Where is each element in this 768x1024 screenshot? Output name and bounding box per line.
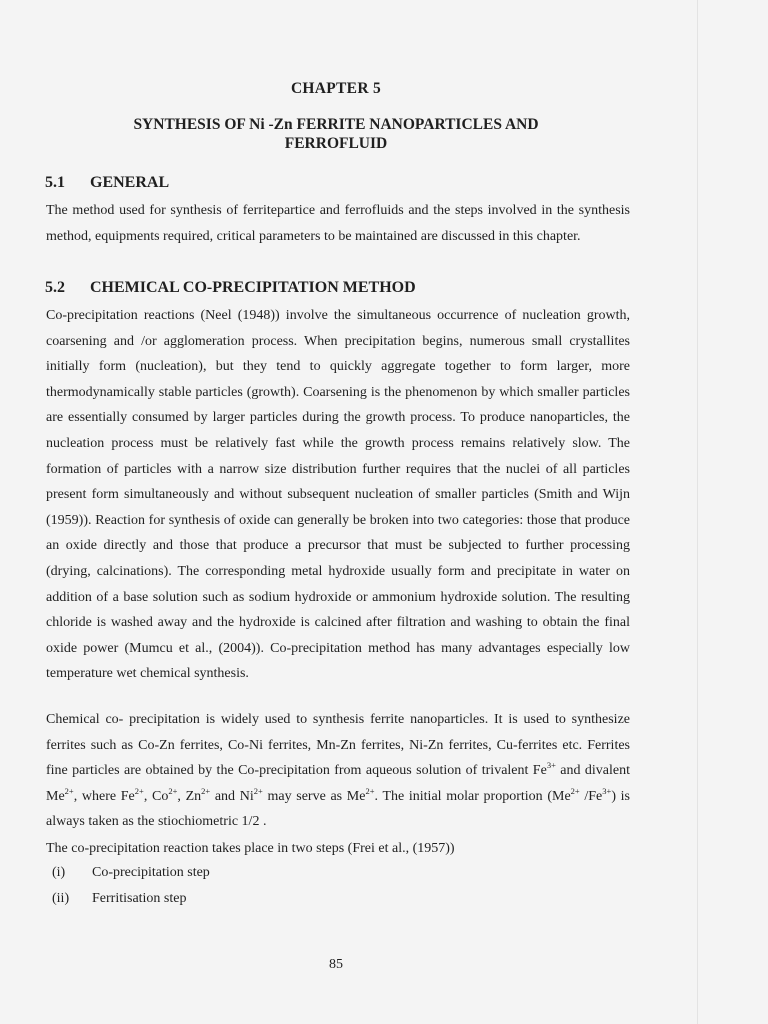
chapter-title-line-2: FERROFLUID [284, 135, 388, 152]
list-item-label: Co-precipitation step [92, 865, 210, 880]
list-item-number: (ii) [52, 890, 70, 906]
steps-list [46, 860, 630, 911]
page-number: 85 [329, 957, 343, 972]
paragraph-co-precipitation-2: Chemical co- precipitation is widely used to synthesis ferrite nanoparticles. It is used to synthesize ferrites such as Co-Zn ferrites, Co-Ni ferrites, Mn-Zn ferrites, Ni-Zn ferrites, Cu-ferrites etc. Ferrites fine particles are obtained by the Co-precipitation from aqueous solution of trivalent $Fe^{3+}$ and divalent $Me^{2+}$, where $Fe^{2+}$, $Co^{2+}$, $Zn^{2+}$ and $Ni^{2+}$ may serve as $Me^{2+}$. The initial molar proportion ($Me^{2+}$ $/Fe^{3+}$) is always taken as the stiochiometric 1/2 . [46, 712, 631, 830]
list-item-number: (i) [52, 865, 66, 880]
paragraph-general: The method used for synthesis of ferritepartice and ferrofluids and the steps involved in the synthesis method, equipments required, critical parameters to be maintained are discussed in this chapter. [46, 203, 630, 244]
chapter-title-line-1: SYNTHESIS OF Ni -Zn FERRITE NANOPARTICLES AND [133, 116, 539, 133]
section-heading-co-precipitation [45, 279, 416, 297]
section-title: GENERAL [90, 174, 170, 191]
section-number: 5.1 [45, 174, 65, 191]
chapter-title [60, 115, 612, 153]
list-item [46, 886, 630, 912]
paragraph-co-precipitation-3: The co-precipitation reaction takes place in two steps (Frei et al., (1957)) [46, 841, 455, 856]
paragraph-co-precipitation-1: Co-precipitation reactions (Neel (1948)) involve the simultaneous occurrence of nucleation growth, coarsening and /or agglomeration process. When precipitation begins, numerous small crystallites initially form (nucleation), but they tend to quickly aggregate together to form larger, more thermodynamically stable particles (growth). Coarsening is the phenomenon by which smaller particles are essentially consumed by larger particles during the growth process. To produce nanoparticles, the nucleation process must be relatively fast while the growth process remains relatively slow. The formation of particles with a narrow size distribution further requires that the nuclei of all particles present form simultaneously and without subsequent nucleation of smaller particles (Smith and Wijn (1959)). Reaction for synthesis of oxide can generally be broken into two categories: those that produce an oxide directly and those that produce a precursor that must be subjected to further processing (drying, calcinations). The corresponding metal hydroxide usually form and precipitate in water on addition of a base solution such as sodium hydroxide or ammonium hydroxide solution. The resulting chloride is washed away and the hydroxide is calcined after filtration and washing to obtain the final oxide power (Mumcu et al., (2004)). Co-precipitation method has many advantages especially low temperature wet chemical synthesis. [46, 308, 630, 682]
chapter-label: CHAPTER 5 [290, 80, 382, 97]
section-title: CHEMICAL CO-PRECIPITATION METHOD [90, 279, 416, 296]
section-number: 5.2 [45, 279, 65, 296]
list-item [46, 860, 630, 886]
section-heading-general [45, 174, 169, 192]
list-item-label: Ferritisation step [92, 890, 187, 906]
